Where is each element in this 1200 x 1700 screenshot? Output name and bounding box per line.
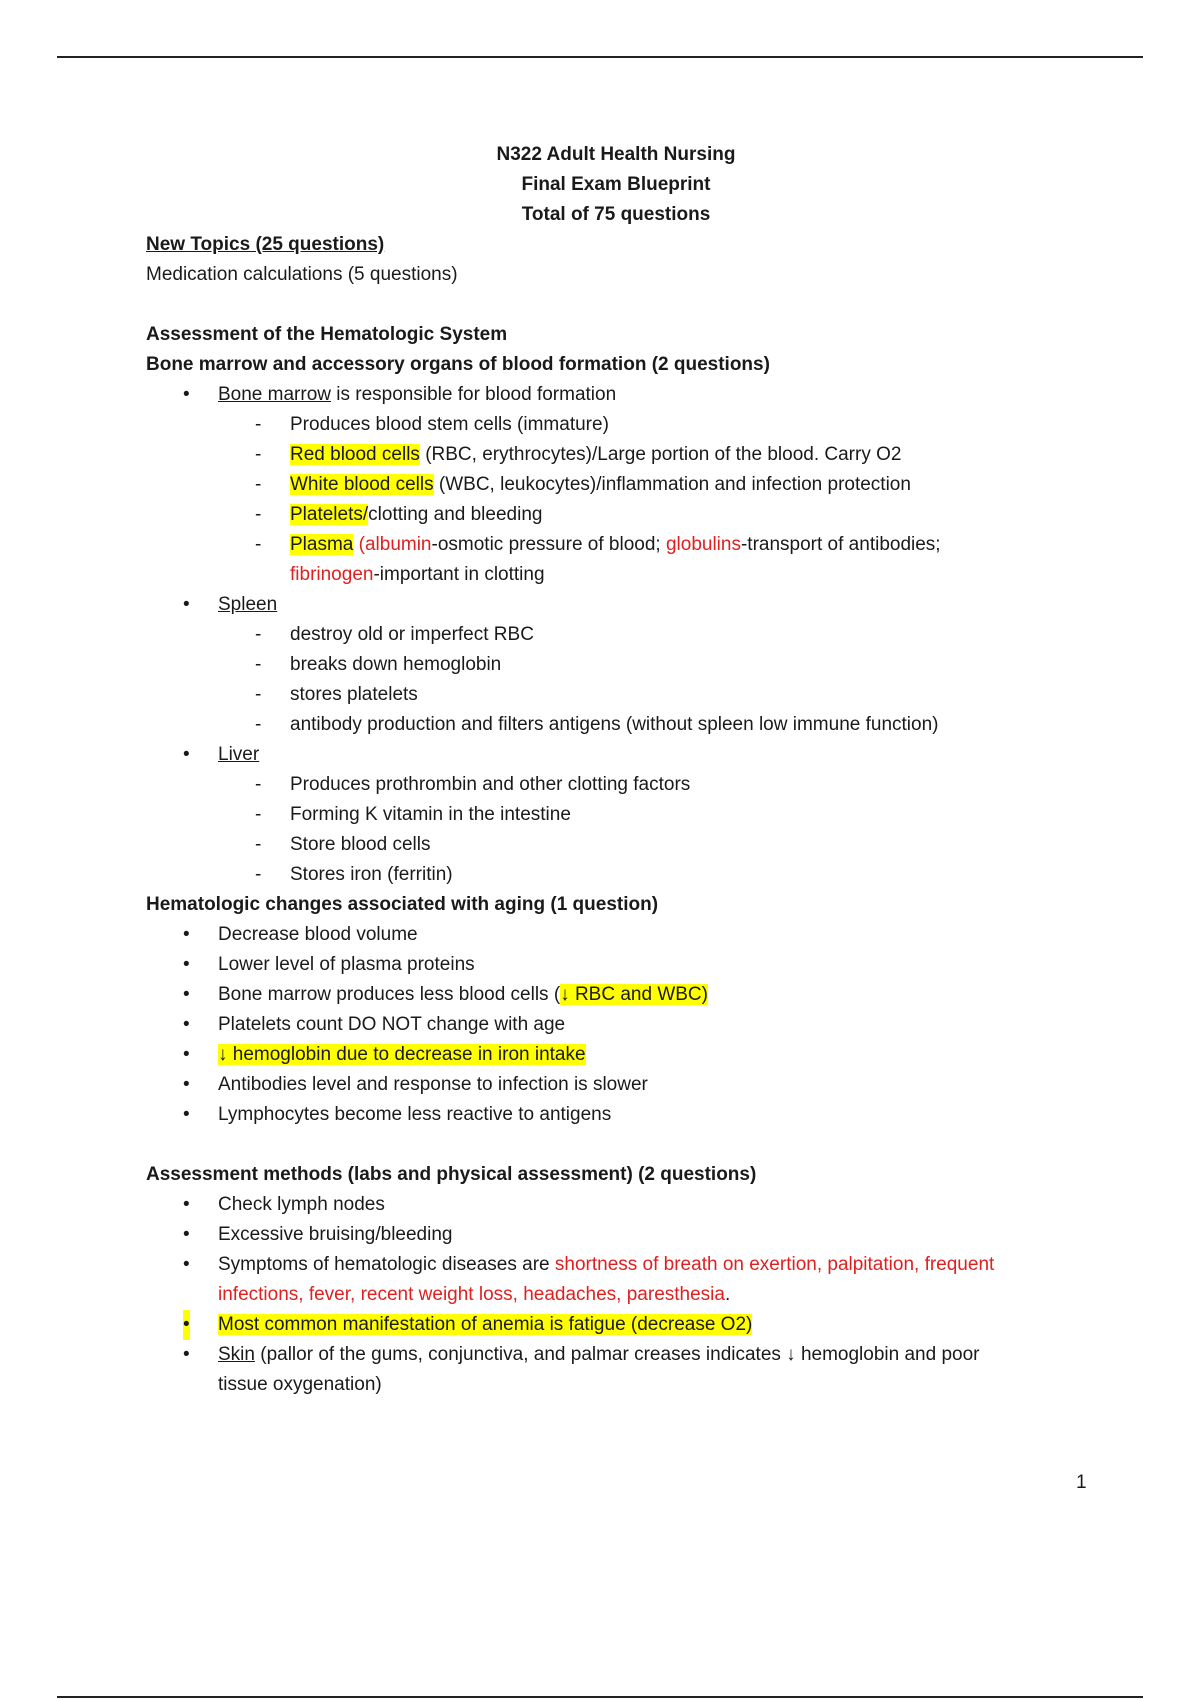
highlight: ↓ RBC and WBC) xyxy=(560,984,708,1005)
new-topics-heading: New Topics (25 questions) xyxy=(146,234,385,255)
list-item: • Decrease blood volume xyxy=(146,920,1086,950)
bullet-marker: • xyxy=(183,1254,190,1275)
bullet-marker: • xyxy=(183,1344,190,1365)
list-item: • Check lymph nodes xyxy=(146,1190,1086,1220)
bullet-marker: • xyxy=(183,1014,190,1035)
list-item: - stores platelets xyxy=(146,680,1086,710)
dash-marker: - xyxy=(255,714,262,735)
dash-marker: - xyxy=(255,774,262,795)
list-item xyxy=(146,1310,1086,1340)
list-item: - Red blood cells (RBC, erythrocytes)/Large portion of the blood. Carry O2 xyxy=(146,440,1086,470)
dash-marker: - xyxy=(255,474,262,495)
list-item: • Symptoms of hematologic diseases are shortness of breath on exertion, palpitation, frequent infections, fever, recent weight loss, headaches, paresthesia. xyxy=(146,1250,1086,1310)
list-item: • Lymphocytes become less reactive to antigens xyxy=(146,1100,1086,1130)
bullet-marker: • xyxy=(183,1044,190,1065)
spacer xyxy=(146,290,1086,320)
highlight: Most common manifestation of anemia is fatigue (decrease O2) xyxy=(218,1314,753,1335)
bullet-marker: • xyxy=(183,594,190,615)
bullet-marker: • xyxy=(183,1224,190,1245)
dash-marker: - xyxy=(255,654,262,675)
dash-marker: - xyxy=(255,624,262,645)
list-item: • Bone marrow is responsible for blood formation xyxy=(146,380,1086,410)
list-item: • Lower level of plasma proteins xyxy=(146,950,1086,980)
dash-marker: - xyxy=(255,534,262,555)
hema-heading: Assessment of the Hematologic System xyxy=(146,324,508,345)
methods-heading: Assessment methods (labs and physical assessment) (2 questions) xyxy=(146,1164,757,1185)
bullet-marker: • xyxy=(183,924,190,945)
highlight: White blood cells xyxy=(290,474,434,495)
list-item: • Skin (pallor of the gums, conjunctiva, and palmar creases indicates ↓ hemoglobin and poor tissue oxygenation) xyxy=(146,1340,1086,1400)
list-item: - Store blood cells xyxy=(146,830,1086,860)
methods-list xyxy=(146,1190,1086,1400)
list-item: • Excessive bruising/bleeding xyxy=(146,1220,1086,1250)
bone-marrow-list xyxy=(146,380,1086,890)
dash-marker: - xyxy=(255,504,262,525)
list-item: - Plasma (albumin-osmotic pressure of blood; globulins-transport of antibodies; fibrinogen-important in clotting xyxy=(146,530,1086,590)
list-item: • Platelets count DO NOT change with age xyxy=(146,1010,1086,1040)
dash-marker: - xyxy=(255,414,262,435)
list-item: - Produces blood stem cells (immature) xyxy=(146,410,1086,440)
highlight: Plasma xyxy=(290,534,354,555)
med-calc-line: Medication calculations (5 questions) xyxy=(146,264,458,285)
list-item: • Bone marrow produces less blood cells (↓ RBC and WBC) xyxy=(146,980,1086,1010)
doc-subtitle: Final Exam Blueprint xyxy=(521,174,711,195)
list-item xyxy=(146,1040,1086,1070)
bullet-marker: • xyxy=(183,954,190,975)
header-rule xyxy=(57,56,1143,58)
doc-title: N322 Adult Health Nursing xyxy=(496,144,736,165)
list-item: - White blood cells (WBC, leukocytes)/inflammation and infection protection xyxy=(146,470,1086,500)
dash-marker: - xyxy=(255,804,262,825)
list-item: • Spleen xyxy=(146,590,1086,620)
bullet-marker: • xyxy=(183,744,190,765)
document-page xyxy=(146,140,1086,1400)
list-item: - Platelets/clotting and bleeding xyxy=(146,500,1086,530)
highlight: ↓ hemoglobin due to decrease in iron intake xyxy=(218,1044,586,1065)
list-item: - destroy old or imperfect RBC xyxy=(146,620,1086,650)
bone-marrow-heading: Bone marrow and accessory organs of blood formation (2 questions) xyxy=(146,354,770,375)
bullet-marker: • xyxy=(183,1104,190,1125)
footer-rule xyxy=(57,1696,1143,1698)
dash-marker: - xyxy=(255,444,262,465)
list-item: • Liver xyxy=(146,740,1086,770)
list-item: • Antibodies level and response to infection is slower xyxy=(146,1070,1086,1100)
list-item: - breaks down hemoglobin xyxy=(146,650,1086,680)
aging-list xyxy=(146,920,1086,1130)
list-item: - Produces prothrombin and other clotting factors xyxy=(146,770,1086,800)
aging-heading: Hematologic changes associated with aging (1 question) xyxy=(146,894,659,915)
dash-marker: - xyxy=(255,684,262,705)
dash-marker: - xyxy=(255,864,262,885)
doc-total: Total of 75 questions xyxy=(521,204,711,225)
bullet-marker: • xyxy=(183,384,190,405)
dash-marker: - xyxy=(255,834,262,855)
bullet-marker: • xyxy=(183,1194,190,1215)
highlight: Red blood cells xyxy=(290,444,420,465)
spacer xyxy=(146,1130,1086,1160)
list-item: - Stores iron (ferritin) xyxy=(146,860,1086,890)
bullet-marker: • xyxy=(183,1074,190,1095)
bullet-marker: • xyxy=(183,1310,190,1340)
page-number: 1 xyxy=(1076,1472,1087,1493)
list-item: - Forming K vitamin in the intestine xyxy=(146,800,1086,830)
highlight: Platelets/ xyxy=(290,504,369,525)
bullet-marker: • xyxy=(183,984,190,1005)
list-item: - antibody production and filters antigens (without spleen low immune function) xyxy=(146,710,1086,740)
